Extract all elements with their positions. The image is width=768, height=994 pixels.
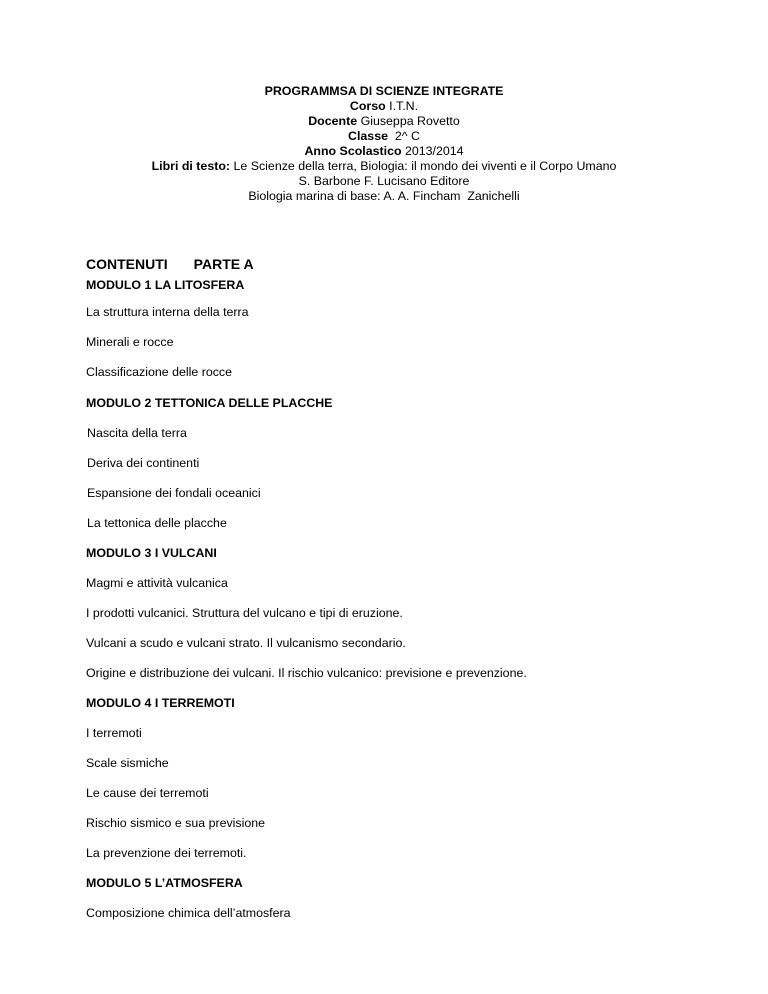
- module-1-topic: Minerali e rocce: [86, 335, 174, 349]
- textbooks-line: [0, 159, 768, 174]
- module-1-topic: La struttura interna della terra: [86, 305, 249, 319]
- textbooks-marine-biology: Biologia marina di base: A. A. Fincham Zanichelli: [248, 189, 520, 203]
- document-header: [0, 84, 768, 204]
- module-1-heading: MODULO 1 LA LITOSFERA: [86, 278, 245, 292]
- module-3-topic: Origine e distribuzione dei vulcani. Il rischio vulcanico: previsione e prevenzione.: [86, 666, 527, 680]
- module-2-topic: Deriva dei continenti: [87, 456, 200, 470]
- class-value: 2^ C: [387, 129, 420, 143]
- textbooks-label: Libri di testo:: [151, 159, 231, 173]
- module-4-topic: Scale sismiche: [86, 756, 169, 770]
- module-2-topic: Espansione dei fondali oceanici: [87, 486, 261, 500]
- teacher-value: Giuseppa Rovetto: [357, 114, 460, 128]
- course-label: Corso: [349, 99, 386, 113]
- school-year-label: Anno Scolastico: [304, 144, 402, 158]
- module-4-topic: La prevenzione dei terremoti.: [86, 846, 247, 860]
- class-label: Classe: [348, 129, 388, 143]
- module-1-topic: Classificazione delle rocce: [86, 365, 233, 379]
- textbooks-publisher: S. Barbone F. Lucisano Editore: [298, 174, 470, 188]
- module-4-heading: MODULO 4 I TERREMOTI: [86, 696, 235, 710]
- module-2-heading: MODULO 2 TETTONICA DELLE PLACCHE: [86, 396, 333, 410]
- module-2-topic: La tettonica delle placche: [87, 516, 227, 530]
- module-3-topic: Vulcani a scudo e vulcani strato. Il vulcanismo secondario.: [86, 636, 406, 650]
- contents-part: PARTE A: [193, 256, 254, 272]
- module-3-heading: MODULO 3 I VULCANI: [86, 546, 217, 560]
- contents-title: CONTENUTI: [86, 256, 168, 272]
- module-4-topic: I terremoti: [86, 726, 142, 740]
- school-year-line: [0, 144, 768, 159]
- school-year-value: 2013/2014: [401, 144, 464, 158]
- module-2-topic: Nascita della terra: [87, 426, 187, 440]
- module-4-topic: Le cause dei terremoti: [86, 786, 209, 800]
- textbooks-value: Le Scienze della terra, Biologia: il mondo dei viventi e il Corpo Umano: [230, 159, 617, 173]
- class-line: [0, 129, 768, 144]
- document-title: PROGRAMMSA DI SCIENZE INTEGRATE: [264, 84, 504, 98]
- module-4-topic: Rischio sismico e sua previsione: [86, 816, 266, 830]
- teacher-label: Docente: [308, 114, 358, 128]
- module-3-topic: I prodotti vulcanici. Struttura del vulcano e tipi di eruzione.: [86, 606, 403, 620]
- course-value: I.T.N.: [385, 99, 419, 113]
- course-line: [0, 99, 768, 114]
- module-5-topic: Composizione chimica dell’atmosfera: [86, 906, 291, 920]
- module-5-heading: MODULO 5 L’ATMOSFERA: [86, 876, 243, 890]
- module-3-topic: Magmi e attività vulcanica: [86, 576, 228, 590]
- teacher-line: [0, 114, 768, 129]
- contents-heading: [86, 256, 254, 272]
